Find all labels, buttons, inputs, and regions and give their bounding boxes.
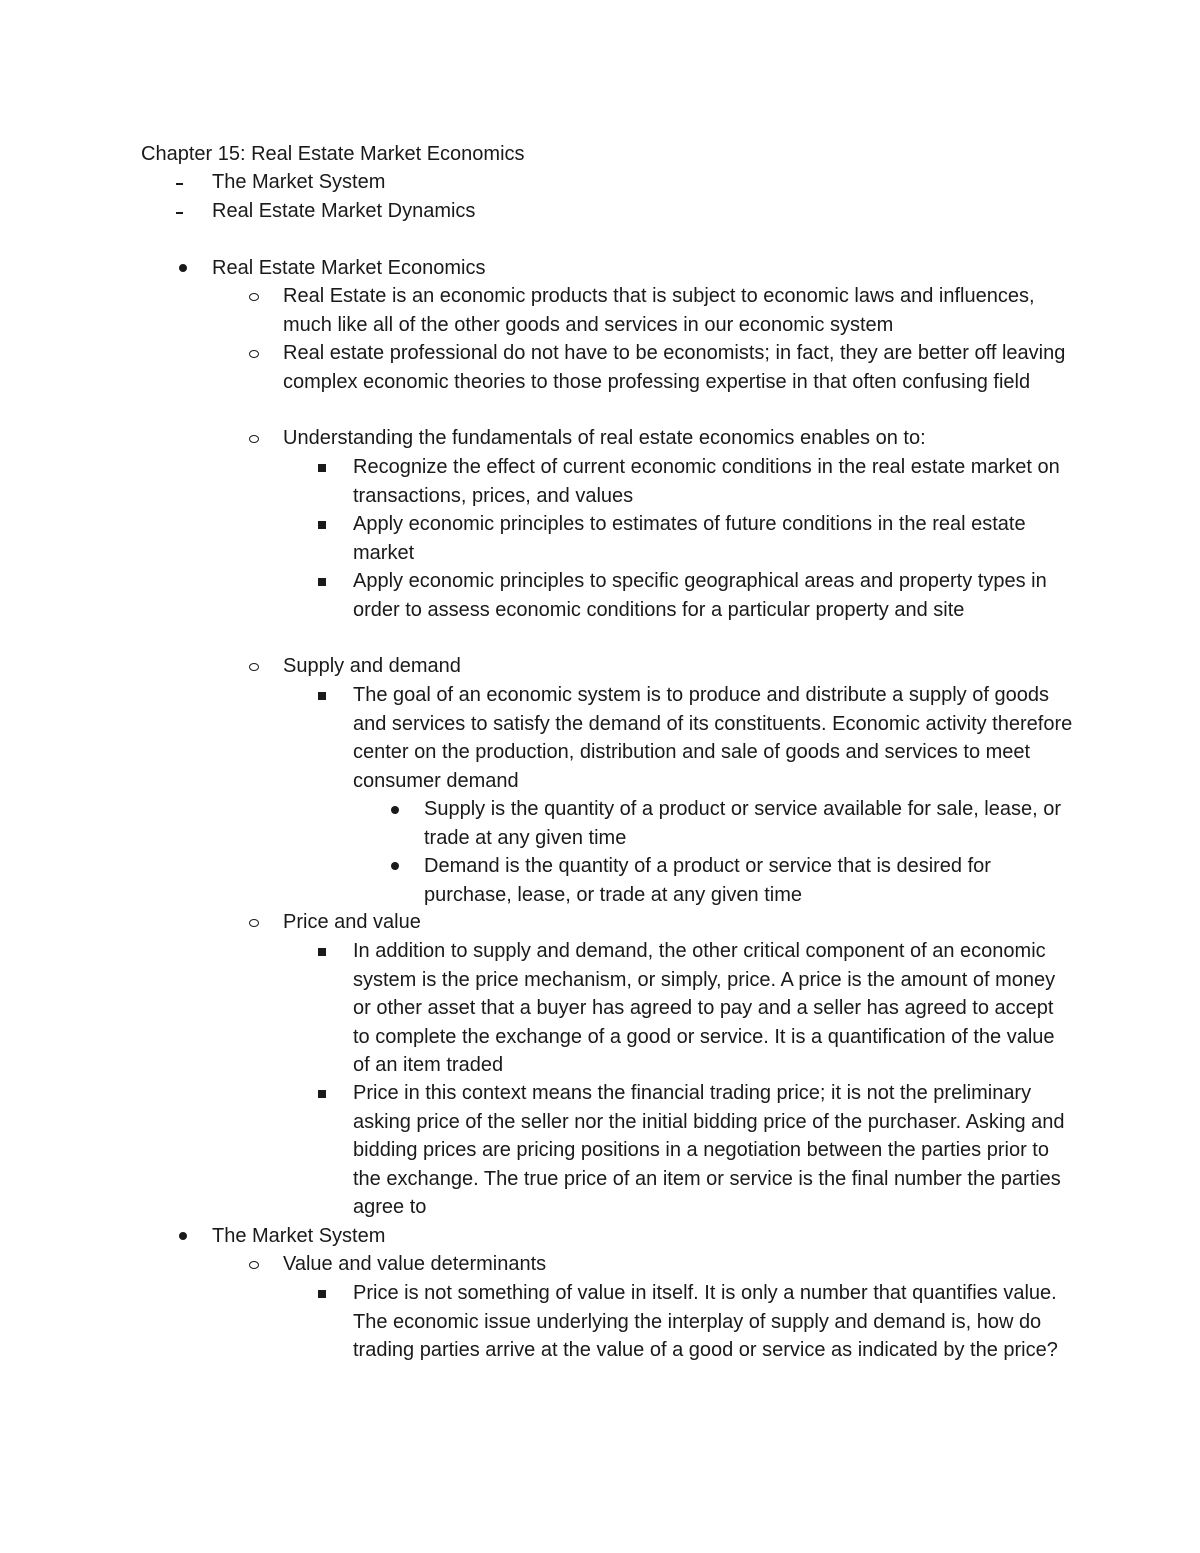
bullet-square-icon [318,692,326,700]
bullet-hollow-icon [249,663,259,671]
section-heading: Real Estate Market Economics [212,257,486,279]
bullet-square-icon [318,948,326,956]
list-item: Price is not something of value in itself. It is only a number that quantifies value. The economic issue underlying the interplay of supply and demand is, how do trading parties arrive at the value of a good or service as indicated by the price? [353,1282,1058,1361]
toc-item: Real Estate Market Dynamics [212,200,476,222]
bullet-filled-icon [391,806,399,814]
list-item: Apply economic principles to specific geographical areas and property types in order to assess economic conditions for a particular property and site [353,570,1047,621]
list-item: Demand is the quantity of a product or service that is desired for purchase, lease, or trade at any given time [424,855,991,906]
list-item: Real Estate is an economic products that is subject to economic laws and influences, much like all of the other goods and services in our economic system [283,285,1035,336]
bullet-filled-icon [179,264,187,272]
document-title: Chapter 15: Real Estate Market Economics [141,143,525,165]
section-heading: The Market System [212,1225,386,1247]
list-item: Apply economic principles to estimates of future conditions in the real estate market [353,513,1026,564]
bullet-hollow-icon [249,293,259,301]
bullet-hollow-icon [249,350,259,358]
dash-marker [176,212,183,214]
list-item: In addition to supply and demand, the other critical component of an economic system is the price mechanism, or simply, price. A price is the amount of money or other asset that a buyer has agreed to pay and a seller has agreed to accept to complete the exchange of a good or service. It is a quantification of the value of an item traded [353,940,1056,1076]
list-item: Supply and demand [283,655,461,677]
list-item: Real estate professional do not have to be economists; in fact, they are better off leaving complex economic theories to those professing expertise in that often confusing field [283,342,1066,393]
dash-marker [176,183,183,185]
list-item: The goal of an economic system is to produce and distribute a supply of goods and services to satisfy the demand of its constituents. Economic activity therefore center on the production, distribution and sale of goods and services to meet consumer demand [353,684,1073,792]
bullet-square-icon [318,578,326,586]
bullet-square-icon [318,1090,326,1098]
list-item: Price and value [283,911,421,933]
list-item: Recognize the effect of current economic conditions in the real estate market on transactions, prices, and values [353,456,1060,507]
bullet-hollow-icon [249,1261,259,1269]
bullet-filled-icon [179,1232,187,1240]
toc-item: The Market System [212,171,386,193]
list-item: Understanding the fundamentals of real estate economics enables on to: [283,427,926,449]
bullet-hollow-icon [249,435,259,443]
list-item: Price in this context means the financial trading price; it is not the preliminary asking price of the seller nor the initial bidding price of the purchaser. Asking and bidding prices are pricing positions in a negotiation between the parties prior to the exchange. The true price of an item or service is the final number the parties agree to [353,1082,1065,1218]
list-item: Supply is the quantity of a product or service available for sale, lease, or trade at any given time [424,798,1062,849]
bullet-square-icon [318,521,326,529]
bullet-filled-icon [391,862,399,870]
list-item: Value and value determinants [283,1253,547,1275]
bullet-hollow-icon [249,919,259,927]
bullet-square-icon [318,464,326,472]
bullet-square-icon [318,1290,326,1298]
